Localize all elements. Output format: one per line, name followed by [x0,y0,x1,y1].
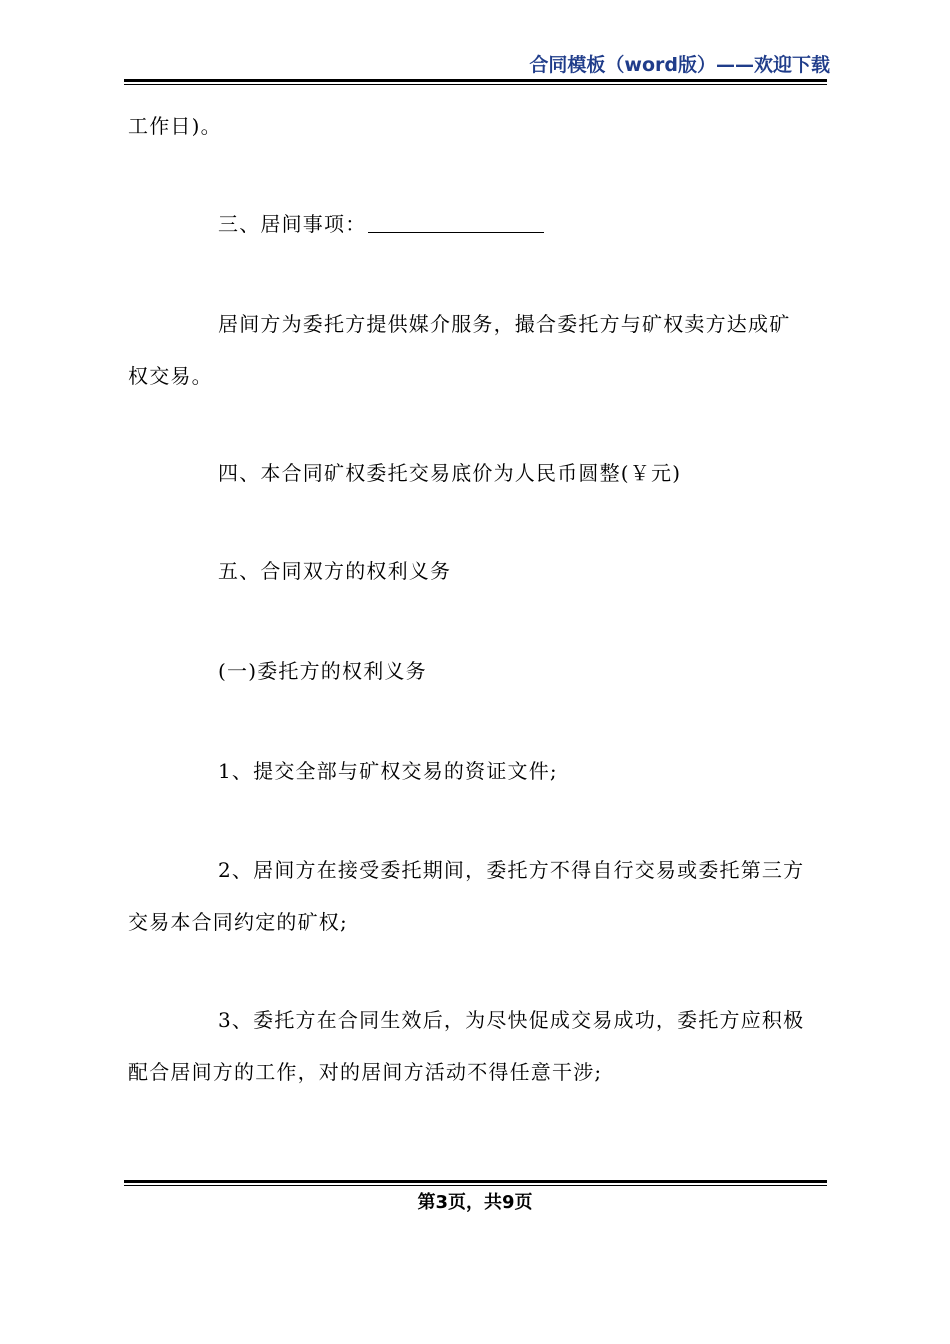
page-number: 第3页，共9页 [417,1192,533,1213]
clause-heading-3 [218,210,923,238]
list-item: 1、提交全部与矿权交易的资证文件; [218,759,558,783]
text-line: 居间方为委托方提供媒介服务，撮合委托方与矿权卖方达成矿 [218,312,791,336]
list-item: 2、居间方在接受委托期间，委托方不得自行交易或委托第三方 [218,858,805,882]
list-item: 3、委托方在合同生效后，为尽快促成交易成功，委托方应积极 [218,1008,805,1032]
clause-heading-3-text: 三、居间事项： [218,212,367,236]
document-header-title: 合同模板（word版）——欢迎下载 [529,54,830,76]
clause-heading-4: 四、本合同矿权委托交易底价为人民币圆整(￥元) [218,461,682,485]
text-line: 交易本合同约定的矿权; [128,910,348,934]
clause-heading-5: 五、合同双方的权利义务 [218,559,452,583]
text-line: 权交易。 [128,364,213,388]
text-line: 工作日)。 [128,114,222,138]
sub-heading-1: (一)委托方的权利义务 [218,659,427,683]
header-rule [124,79,827,85]
fill-in-blank [368,232,544,233]
footer-rule [124,1180,827,1186]
text-line: 配合居间方的工作，对的居间方活动不得任意干涉; [128,1060,603,1084]
